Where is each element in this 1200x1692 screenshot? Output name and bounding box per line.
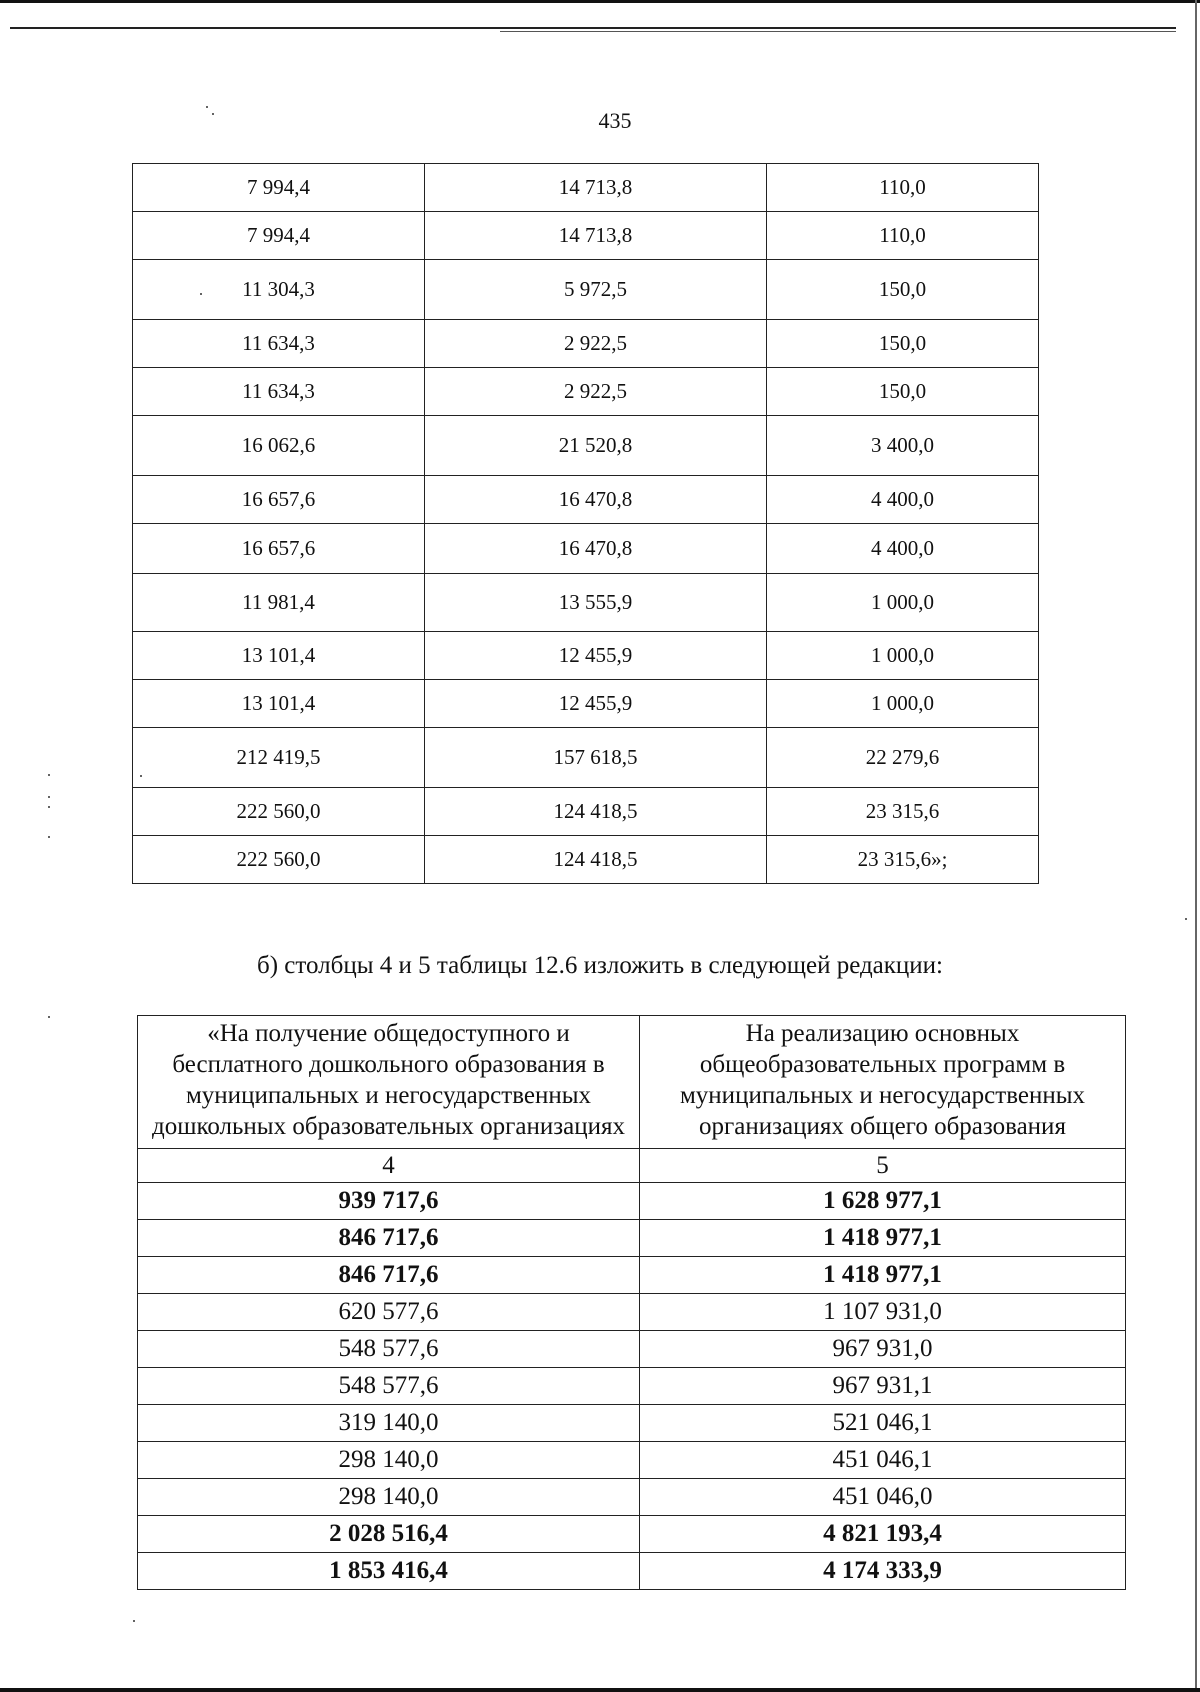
table-cell: 14 713,8 bbox=[425, 164, 767, 212]
table-cell: 1 418 977,1 bbox=[640, 1257, 1126, 1294]
table-row bbox=[133, 416, 1039, 476]
table-header-row bbox=[138, 1016, 1126, 1149]
scan-border-bottom bbox=[0, 1688, 1200, 1692]
table-cell: 4 174 333,9 bbox=[640, 1553, 1126, 1590]
table-row bbox=[138, 1183, 1126, 1220]
scan-border-top bbox=[0, 0, 1200, 3]
table-cell: 150,0 bbox=[767, 260, 1039, 320]
table-cell: 5 972,5 bbox=[425, 260, 767, 320]
table-cell: 14 713,8 bbox=[425, 212, 767, 260]
table-cell: 12 455,9 bbox=[425, 632, 767, 680]
table-cell: 7 994,4 bbox=[133, 212, 425, 260]
table-row bbox=[138, 1442, 1126, 1479]
header-rule-secondary bbox=[500, 31, 1176, 32]
table-cell: 16 470,8 bbox=[425, 524, 767, 574]
table-cell: 16 657,6 bbox=[133, 524, 425, 574]
table-cell: 23 315,6 bbox=[767, 788, 1039, 836]
table-row bbox=[133, 524, 1039, 574]
table-row bbox=[138, 1405, 1126, 1442]
table-cell: 110,0 bbox=[767, 212, 1039, 260]
table-cell: 548 577,6 bbox=[138, 1331, 640, 1368]
table-row bbox=[133, 632, 1039, 680]
table-cell: 3 400,0 bbox=[767, 416, 1039, 476]
table-cell: 4 400,0 bbox=[767, 476, 1039, 524]
table-cell: 1 000,0 bbox=[767, 632, 1039, 680]
table-cell: 521 046,1 bbox=[640, 1405, 1126, 1442]
table-cell: 11 981,4 bbox=[133, 574, 425, 632]
scan-speck bbox=[48, 836, 50, 838]
table-row bbox=[138, 1220, 1126, 1257]
page-number: 435 bbox=[598, 108, 632, 133]
table-cell: 1 107 931,0 bbox=[640, 1294, 1126, 1331]
table-row bbox=[133, 320, 1039, 368]
scan-speck bbox=[48, 1016, 50, 1018]
values-table-body bbox=[133, 164, 1039, 884]
table-cell: 124 418,5 bbox=[425, 836, 767, 884]
column-5-number: 5 bbox=[640, 1149, 1126, 1183]
table-row bbox=[138, 1368, 1126, 1405]
table-cell: 967 931,0 bbox=[640, 1331, 1126, 1368]
table-cell: 1 418 977,1 bbox=[640, 1220, 1126, 1257]
scan-speck bbox=[48, 774, 50, 776]
table-cell: 11 634,3 bbox=[133, 320, 425, 368]
table-row bbox=[138, 1257, 1126, 1294]
scan-edge-right bbox=[1195, 0, 1197, 1692]
table-cell: 846 717,6 bbox=[138, 1257, 640, 1294]
table-cell: 222 560,0 bbox=[133, 836, 425, 884]
table-cell: 222 560,0 bbox=[133, 788, 425, 836]
table-12-6-columns-4-5 bbox=[137, 1015, 1126, 1590]
values-table-continued bbox=[132, 163, 1039, 884]
table-cell: 16 657,6 bbox=[133, 476, 425, 524]
table-row bbox=[133, 260, 1039, 320]
table-row bbox=[133, 368, 1039, 416]
scan-speck bbox=[48, 806, 50, 808]
table-row bbox=[133, 836, 1039, 884]
column-4-number: 4 bbox=[138, 1149, 640, 1183]
table-cell: 451 046,0 bbox=[640, 1479, 1126, 1516]
table-row bbox=[133, 728, 1039, 788]
table-cell: 298 140,0 bbox=[138, 1479, 640, 1516]
table-cell: 1 000,0 bbox=[767, 680, 1039, 728]
table-cell: 451 046,1 bbox=[640, 1442, 1126, 1479]
table-cell: 2 922,5 bbox=[425, 320, 767, 368]
table-cell: 7 994,4 bbox=[133, 164, 425, 212]
table-cell: 11 304,3 bbox=[133, 260, 425, 320]
table-cell: 2 028 516,4 bbox=[138, 1516, 640, 1553]
column-number-row bbox=[138, 1149, 1126, 1183]
table-cell: 319 140,0 bbox=[138, 1405, 640, 1442]
table-cell: 846 717,6 bbox=[138, 1220, 640, 1257]
table-cell: 939 717,6 bbox=[138, 1183, 640, 1220]
table-cell: 967 931,1 bbox=[640, 1368, 1126, 1405]
table-row bbox=[133, 164, 1039, 212]
table-cell: 1 628 977,1 bbox=[640, 1183, 1126, 1220]
column-4-header: «На получение общедоступного и бесплатного дошкольного образования в муниципальных и негосударственных дошкольных образовательных организациях bbox=[138, 1016, 640, 1149]
table-cell: 2 922,5 bbox=[425, 368, 767, 416]
table-cell: 124 418,5 bbox=[425, 788, 767, 836]
table-cell: 150,0 bbox=[767, 320, 1039, 368]
table-cell: 157 618,5 bbox=[425, 728, 767, 788]
table-12-6-body bbox=[138, 1183, 1126, 1590]
table-cell: 4 400,0 bbox=[767, 524, 1039, 574]
table-cell: 11 634,3 bbox=[133, 368, 425, 416]
table-cell: 298 140,0 bbox=[138, 1442, 640, 1479]
table-row bbox=[138, 1516, 1126, 1553]
table-row bbox=[138, 1553, 1126, 1590]
table-row bbox=[138, 1331, 1126, 1368]
table-cell: 12 455,9 bbox=[425, 680, 767, 728]
header-rule bbox=[10, 27, 1176, 29]
table-cell: 16 062,6 bbox=[133, 416, 425, 476]
scan-speck bbox=[1185, 918, 1187, 920]
table-cell: 150,0 bbox=[767, 368, 1039, 416]
table-cell: 16 470,8 bbox=[425, 476, 767, 524]
table-cell: 13 101,4 bbox=[133, 680, 425, 728]
scan-speck bbox=[48, 796, 50, 798]
table-row bbox=[138, 1294, 1126, 1331]
table-row bbox=[133, 212, 1039, 260]
table-row bbox=[133, 788, 1039, 836]
scan-speck bbox=[133, 1620, 135, 1622]
column-5-header: На реализацию основных общеобразовательных программ в муниципальных и негосударственных организациях общего образования bbox=[640, 1016, 1126, 1149]
table-cell: 110,0 bbox=[767, 164, 1039, 212]
table-cell: 21 520,8 bbox=[425, 416, 767, 476]
table-cell: 13 555,9 bbox=[425, 574, 767, 632]
table-cell: 212 419,5 bbox=[133, 728, 425, 788]
table-cell: 1 000,0 bbox=[767, 574, 1039, 632]
table-row bbox=[133, 574, 1039, 632]
table-cell: 1 853 416,4 bbox=[138, 1553, 640, 1590]
table-row bbox=[138, 1479, 1126, 1516]
amendment-instruction: б) столбцы 4 и 5 таблицы 12.6 изложить в следующей редакции: bbox=[256, 952, 944, 979]
table-cell: 620 577,6 bbox=[138, 1294, 640, 1331]
table-row bbox=[133, 680, 1039, 728]
table-cell: 13 101,4 bbox=[133, 632, 425, 680]
table-cell: 4 821 193,4 bbox=[640, 1516, 1126, 1553]
table-cell: 548 577,6 bbox=[138, 1368, 640, 1405]
table-row bbox=[133, 476, 1039, 524]
table-cell: 23 315,6»; bbox=[767, 836, 1039, 884]
table-cell: 22 279,6 bbox=[767, 728, 1039, 788]
